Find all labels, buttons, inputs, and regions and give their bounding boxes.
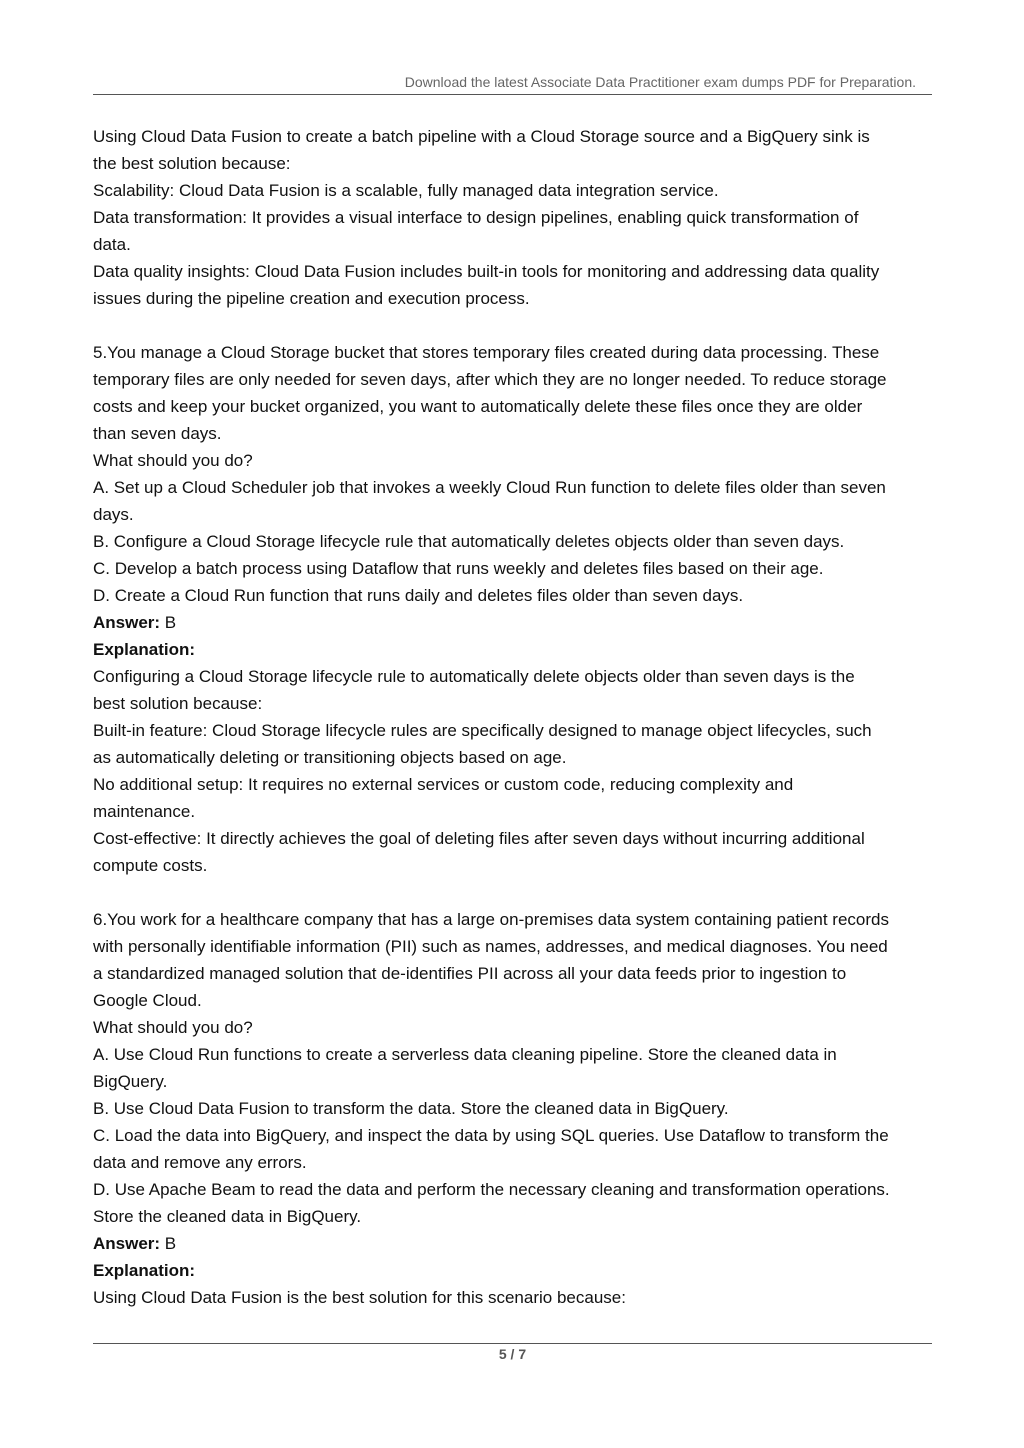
question-5 (93, 339, 939, 879)
answer-value: B (160, 613, 177, 632)
question-text-line: than seven days. (93, 424, 222, 443)
option-a: A. Use Cloud Run functions to create a serverless data cleaning pipeline. Store the cleaned data in (93, 1045, 837, 1064)
text-line: the best solution because: (93, 154, 291, 173)
option-a-cont: days. (93, 505, 134, 524)
document-body (93, 123, 939, 1311)
option-b: B. Use Cloud Data Fusion to transform the data. Store the cleaned data in BigQuery. (93, 1099, 729, 1118)
paragraph-gap (93, 312, 939, 339)
answer-line (93, 1230, 939, 1257)
header-text: Download the latest Associate Data Practitioner exam dumps PDF for Preparation. (404, 74, 916, 90)
question-text-line: a standardized managed solution that de-identifies PII across all your data feeds prior to ingestion to (93, 964, 847, 983)
explanation-line: No additional setup: It requires no external services or custom code, reducing complexity and (93, 775, 794, 794)
option-a-cont: BigQuery. (93, 1072, 168, 1091)
question-text-line: costs and keep your bucket organized, you want to automatically delete these files once they are older (93, 397, 863, 416)
paragraph-gap (93, 879, 939, 906)
text-line: Data quality insights: Cloud Data Fusion includes built-in tools for monitoring and addressing data quality (93, 262, 880, 281)
question-text-line: Google Cloud. (93, 991, 202, 1010)
footer-divider (93, 1343, 932, 1344)
explanation-label: Explanation: (93, 1261, 196, 1280)
explanation-line: Built-in feature: Cloud Storage lifecycle rules are specifically designed to manage object lifecycles, such (93, 721, 872, 740)
text-line: issues during the pipeline creation and execution process. (93, 289, 530, 308)
question-prompt: What should you do? (93, 451, 253, 470)
option-d: D. Create a Cloud Run function that runs daily and deletes files older than seven days. (93, 586, 744, 605)
option-d: D. Use Apache Beam to read the data and perform the necessary cleaning and transformation operations. (93, 1180, 890, 1199)
question-6 (93, 906, 939, 1311)
explanation-line: maintenance. (93, 802, 196, 821)
answer-line (93, 609, 939, 636)
question-text-line: with personally identifiable information (PII) such as names, addresses, and medical diagnoses. You need (93, 937, 888, 956)
text-line: data. (93, 235, 131, 254)
question-text-line: 5.You manage a Cloud Storage bucket that stores temporary files created during data processing. These (93, 343, 880, 362)
answer-value: B (160, 1234, 177, 1253)
intro-explanation (93, 123, 939, 312)
question-text-line: temporary files are only needed for seven days, after which they are no longer needed. To reduce storage (93, 370, 887, 389)
answer-label: Answer: (93, 613, 161, 632)
page-header (93, 72, 932, 95)
explanation-line: Using Cloud Data Fusion is the best solution for this scenario because: (93, 1288, 626, 1307)
question-text-line: 6.You work for a healthcare company that has a large on-premises data system containing patient records (93, 910, 889, 929)
text-line: Scalability: Cloud Data Fusion is a scalable, fully managed data integration service. (93, 181, 719, 200)
explanation-label: Explanation: (93, 640, 196, 659)
option-c: C. Load the data into BigQuery, and inspect the data by using SQL queries. Use Dataflow to transform the (93, 1126, 889, 1145)
option-c-cont: data and remove any errors. (93, 1153, 307, 1172)
explanation-line: Cost-effective: It directly achieves the goal of deleting files after seven days without incurring additional (93, 829, 865, 848)
option-c: C. Develop a batch process using Dataflow that runs weekly and deletes files based on their age. (93, 559, 824, 578)
explanation-line: best solution because: (93, 694, 263, 713)
question-prompt: What should you do? (93, 1018, 253, 1037)
explanation-line: as automatically deleting or transitioning objects based on age. (93, 748, 567, 767)
option-a: A. Set up a Cloud Scheduler job that invokes a weekly Cloud Run function to delete files older than seven (93, 478, 886, 497)
option-d-cont: Store the cleaned data in BigQuery. (93, 1207, 362, 1226)
explanation-line: Configuring a Cloud Storage lifecycle rule to automatically delete objects older than seven days is the (93, 667, 855, 686)
text-line: Using Cloud Data Fusion to create a batch pipeline with a Cloud Storage source and a BigQuery sink is (93, 127, 870, 146)
explanation-line: compute costs. (93, 856, 208, 875)
page-number: 5 / 7 (498, 1346, 527, 1362)
option-b: B. Configure a Cloud Storage lifecycle rule that automatically deletes objects older than seven days. (93, 532, 845, 551)
answer-label: Answer: (93, 1234, 161, 1253)
text-line: Data transformation: It provides a visual interface to design pipelines, enabling quick transformation of (93, 208, 859, 227)
